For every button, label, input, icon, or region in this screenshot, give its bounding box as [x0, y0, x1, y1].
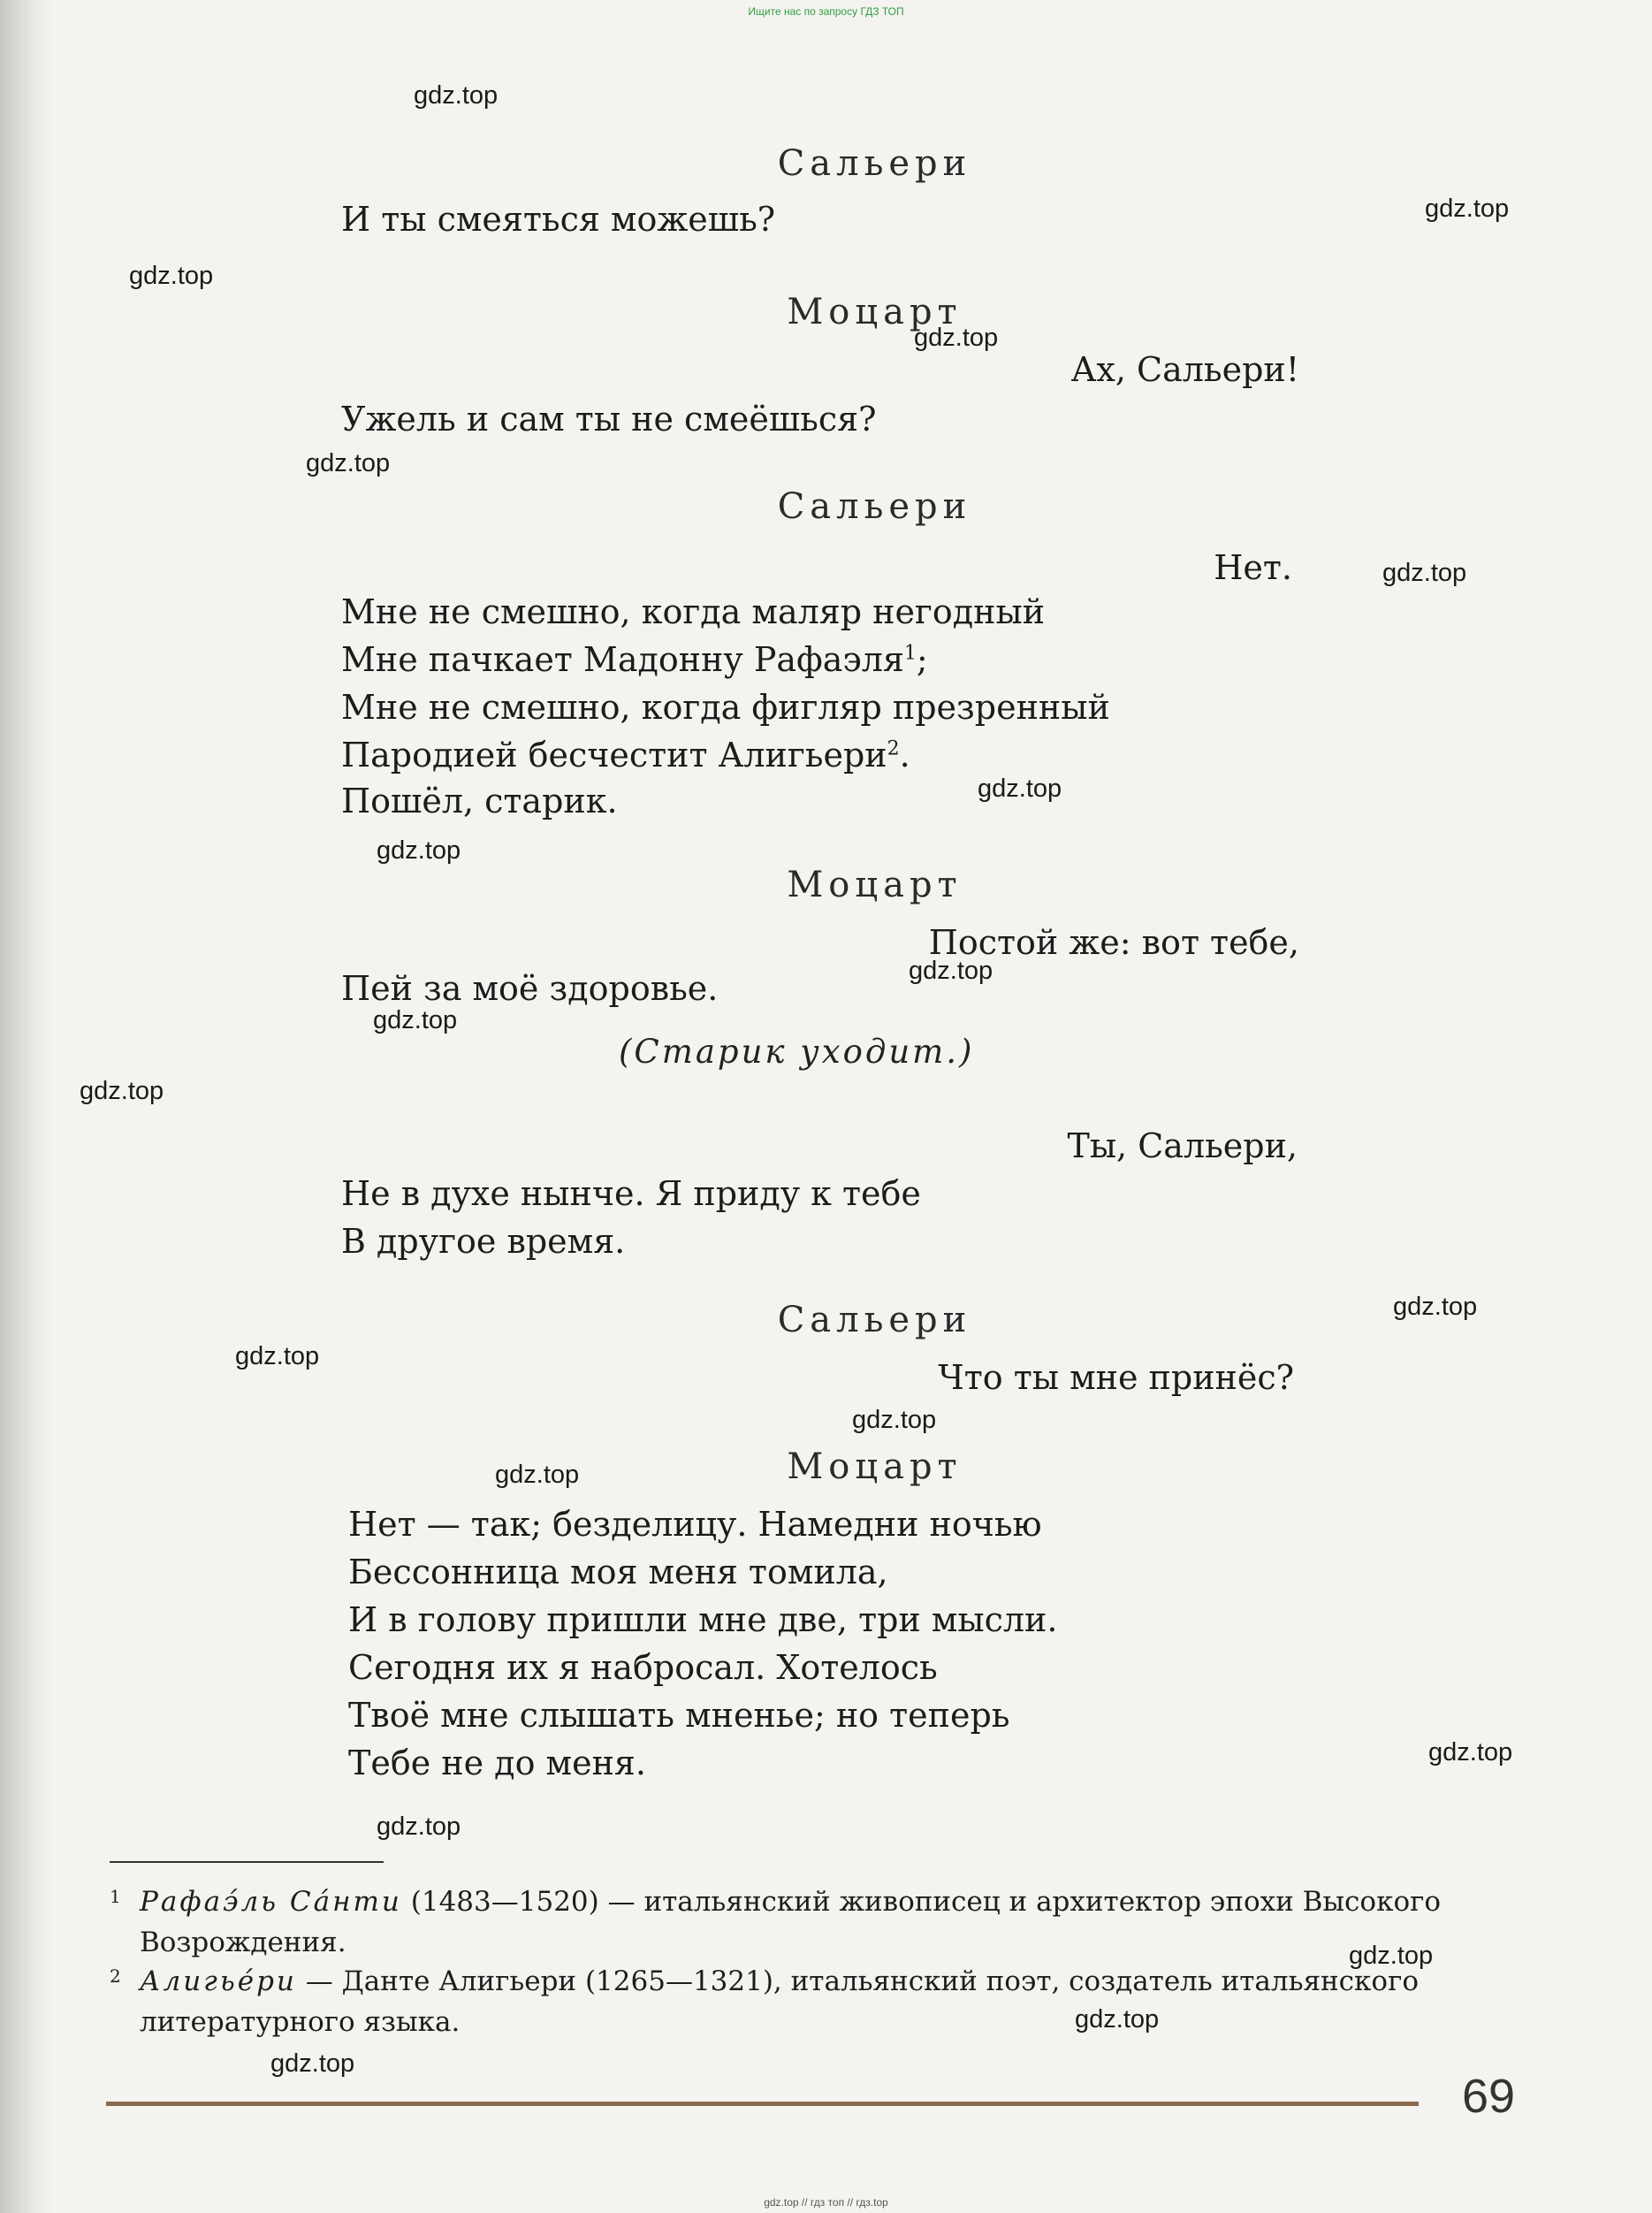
- footnote-ref: 2: [887, 737, 900, 760]
- verse-line: Нет — так; безделицу. Намедни ночью: [348, 1505, 1042, 1544]
- footnote-ref: 1: [903, 642, 917, 665]
- footnote-divider: [110, 1861, 384, 1863]
- watermark: gdz.top: [495, 1461, 580, 1489]
- watermark: gdz.top: [80, 1077, 164, 1105]
- verse-line: И в голову пришли мне две, три мысли.: [348, 1600, 1058, 1639]
- footnote-1: [110, 1881, 1524, 1963]
- footnote-body: [110, 1961, 1524, 2042]
- bottom-banner: gdz.top // гдз топ // гдз.top: [764, 2196, 888, 2209]
- verse-line: Ты, Сальери,: [1067, 1126, 1298, 1165]
- verse-text: Пародией бесчестит Алигьери: [341, 736, 887, 775]
- speaker-mozart: Моцарт: [787, 1446, 963, 1487]
- watermark: gdz.top: [1382, 559, 1467, 587]
- verse-line: Пошёл, старик.: [341, 782, 618, 820]
- footnote-term: Рафаэ́ль Са́нти: [140, 1886, 402, 1918]
- footnote-term: Алигье́ри: [140, 1965, 297, 1997]
- verse-line: Не в духе нынче. Я приду к тебе: [341, 1174, 921, 1213]
- watermark: gdz.top: [909, 957, 993, 985]
- watermark: gdz.top: [414, 81, 499, 110]
- page-bottom-rule: [106, 2102, 1419, 2106]
- watermark: gdz.top: [1075, 2005, 1160, 2034]
- watermark: gdz.top: [1425, 195, 1510, 223]
- watermark: gdz.top: [914, 324, 999, 352]
- verse-line: Что ты мне принёс?: [938, 1358, 1294, 1397]
- verse-line: Мне не смешно, когда маляр негодный: [341, 592, 1046, 631]
- watermark: gdz.top: [852, 1406, 937, 1434]
- verse-line-footnoted: [341, 736, 910, 775]
- speaker-salieri: Сальери: [777, 143, 972, 184]
- watermark: gdz.top: [1349, 1942, 1434, 1970]
- verse-line: Бессонница моя меня томила,: [348, 1553, 888, 1591]
- verse-text: Мне пачкает Мадонну Рафаэля: [341, 640, 904, 679]
- verse-punct: ;: [916, 640, 928, 679]
- watermark: gdz.top: [373, 1006, 458, 1034]
- verse-line: И ты смеяться можешь?: [341, 200, 776, 239]
- watermark: gdz.top: [270, 2049, 355, 2078]
- verse-line: Нет.: [1214, 548, 1292, 587]
- verse-line-footnoted: [341, 640, 928, 679]
- speaker-mozart: Моцарт: [787, 865, 963, 905]
- speaker-mozart: Моцарт: [787, 292, 963, 332]
- watermark: gdz.top: [235, 1342, 320, 1370]
- watermark: gdz.top: [306, 449, 391, 477]
- verse-line: Твоё мне слышать мненье; но теперь: [348, 1696, 1010, 1735]
- speaker-salieri: Сальери: [777, 1300, 972, 1340]
- verse-line: Ах, Сальери!: [1070, 350, 1299, 389]
- footnote-text: (1483—1520) — итальянский живописец и архитектор эпохи Высокого Возрождения.: [140, 1886, 1442, 1958]
- watermark: gdz.top: [377, 1812, 461, 1841]
- top-banner: Ищите нас по запросу ГДЗ ТОП: [748, 5, 904, 18]
- watermark: gdz.top: [1428, 1738, 1513, 1767]
- watermark: gdz.top: [978, 775, 1062, 803]
- speaker-salieri: Сальери: [777, 486, 972, 527]
- footnote-body: [110, 1881, 1524, 1963]
- footnote-number: 2: [110, 1965, 121, 1987]
- stage-direction: (Старик уходит.): [619, 1033, 975, 1071]
- verse-line: Сегодня их я набросал. Хотелось: [348, 1648, 938, 1687]
- verse-line: Тебе не до меня.: [348, 1744, 646, 1782]
- verse-line: Мне не смешно, когда фигляр презренный: [341, 688, 1110, 727]
- verse-line: В другое время.: [341, 1222, 626, 1261]
- watermark: gdz.top: [377, 836, 461, 865]
- page-number: 69: [1462, 2070, 1516, 2123]
- footnote-number: 1: [110, 1886, 121, 1907]
- verse-line: Пей за моё здоровье.: [341, 969, 719, 1008]
- verse-line: Постой же: вот тебе,: [928, 923, 1299, 962]
- footnote-2: [110, 1961, 1524, 2042]
- footnote-text: — Данте Алигьери (1265—1321), итальянский поэт, создатель итальянского литературного языка.: [140, 1965, 1419, 2038]
- watermark: gdz.top: [129, 262, 214, 290]
- verse-punct: .: [899, 736, 910, 775]
- verse-line: Ужель и сам ты не смеёшься?: [341, 400, 877, 439]
- watermark: gdz.top: [1393, 1293, 1478, 1321]
